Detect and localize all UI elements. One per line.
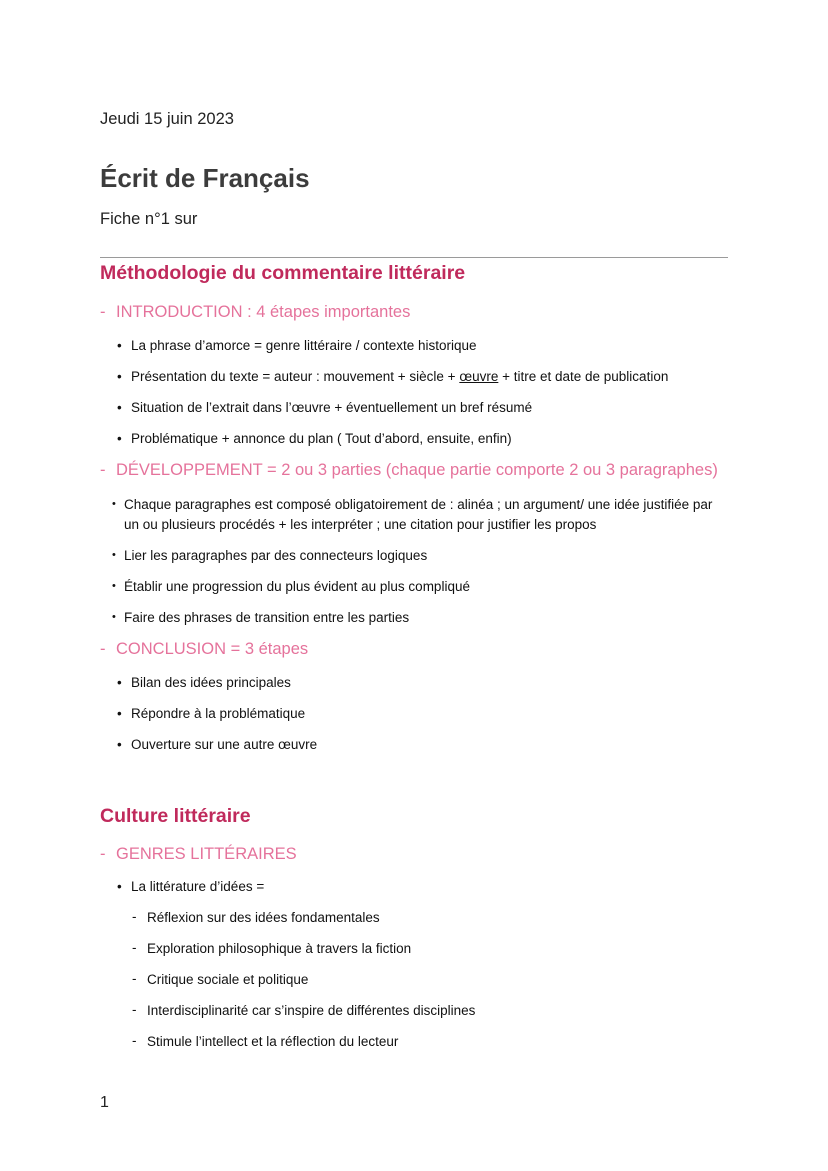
list-item [117,400,533,415]
list-item-text-tail: + titre et date de publication [498,369,669,384]
dash-icon: - [132,940,137,955]
dash-marker: - [100,640,106,658]
genres-heading [100,845,297,864]
dash-marker: - [100,303,106,321]
conclusion-heading-label: CONCLUSION = 3 étapes [116,640,309,658]
subtitle: Fiche n°1 sur [100,210,198,228]
list-item [117,369,669,384]
dash-icon: - [132,909,137,924]
list-item [112,608,410,628]
bullet-icon: • [112,580,116,592]
sub-list-item-text: Exploration philosophique à travers la fiction [147,941,412,956]
oeuvre-underlined: œuvre [459,369,499,384]
divider [100,257,728,258]
bullet-icon: • [117,369,122,384]
list-item [112,546,428,566]
list-item [117,879,265,894]
bullet-icon: • [112,549,116,561]
dev-heading-label: DÉVELOPPEMENT = 2 ou 3 parties (chaque partie comporte 2 ou 3 paragraphes) [116,461,718,479]
date: Jeudi 15 juin 2023 [100,110,234,128]
list-item [117,737,318,752]
list-item [117,338,477,353]
list-item-text: Répondre à la problématique [131,706,306,721]
sub-list-item-text: Interdisciplinarité car s’inspire de différentes disciplines [147,1003,476,1018]
dash-marker: - [100,845,106,863]
page-number: 1 [100,1094,109,1111]
bullet-icon: • [117,879,122,894]
sub-list-item [132,1033,399,1049]
dash-icon: - [132,971,137,986]
sub-list-item-text: Critique sociale et politique [147,972,309,987]
list-item [117,675,291,690]
bullet-icon: • [112,611,116,623]
dash-marker: - [100,461,106,479]
dash-icon: - [132,1033,137,1048]
list-item-text: Présentation du texte = auteur : mouvement + siècle + [131,369,460,384]
list-item-text: Lier les paragraphes par des connecteurs logiques [124,548,428,563]
bullet-icon: • [112,498,116,510]
list-item-text: Chaque paragraphes est composé obligatoirement de : alinéa ; un argument/ une idée justifiée par un ou plusieurs procédés + les interpréter ; une citation pour justifier les propos [124,497,713,532]
intro-heading-label: INTRODUCTION : 4 étapes importantes [116,303,411,321]
list-item-text: Situation de l’extrait dans l’œuvre + éventuellement un bref résumé [131,400,533,415]
sub-list-item [132,940,412,956]
sub-list-item-text: Stimule l’intellect et la réflection du lecteur [147,1034,399,1049]
list-item-text: Bilan des idées principales [131,675,291,690]
list-item [112,577,470,597]
intro-heading [100,303,410,322]
page-title: Écrit de Français [100,163,310,193]
dev-heading [100,461,718,480]
list-item-text: Faire des phrases de transition entre les parties [124,610,410,625]
list-item-text: La littérature d’idées = [131,879,265,894]
sub-list-item [132,909,380,925]
bullet-icon: • [117,431,122,446]
dash-icon: - [132,1002,137,1017]
list-item [112,495,724,534]
conclusion-heading [100,640,308,659]
sub-list-item [132,1002,476,1018]
bullet-icon: • [117,338,122,353]
section-heading-culture: Culture littéraire [100,805,251,827]
bullet-icon: • [117,737,122,752]
list-item [117,706,306,721]
list-item-text: La phrase d’amorce = genre littéraire / contexte historique [131,338,477,353]
bullet-icon: • [117,706,122,721]
list-item-text: Établir une progression du plus évident au plus compliqué [124,579,470,594]
genres-heading-label: GENRES LITTÉRAIRES [116,845,297,863]
list-item-text: Ouverture sur une autre œuvre [131,737,318,752]
sub-list-item-text: Réflexion sur des idées fondamentales [147,910,380,925]
list-item-text: Problématique + annonce du plan ( Tout d’abord, ensuite, enfin) [131,431,512,446]
section-heading-methodologie: Méthodologie du commentaire littéraire [100,262,466,284]
sub-list-item [132,971,309,987]
bullet-icon: • [117,400,122,415]
bullet-icon: • [117,675,122,690]
list-item [117,431,512,446]
